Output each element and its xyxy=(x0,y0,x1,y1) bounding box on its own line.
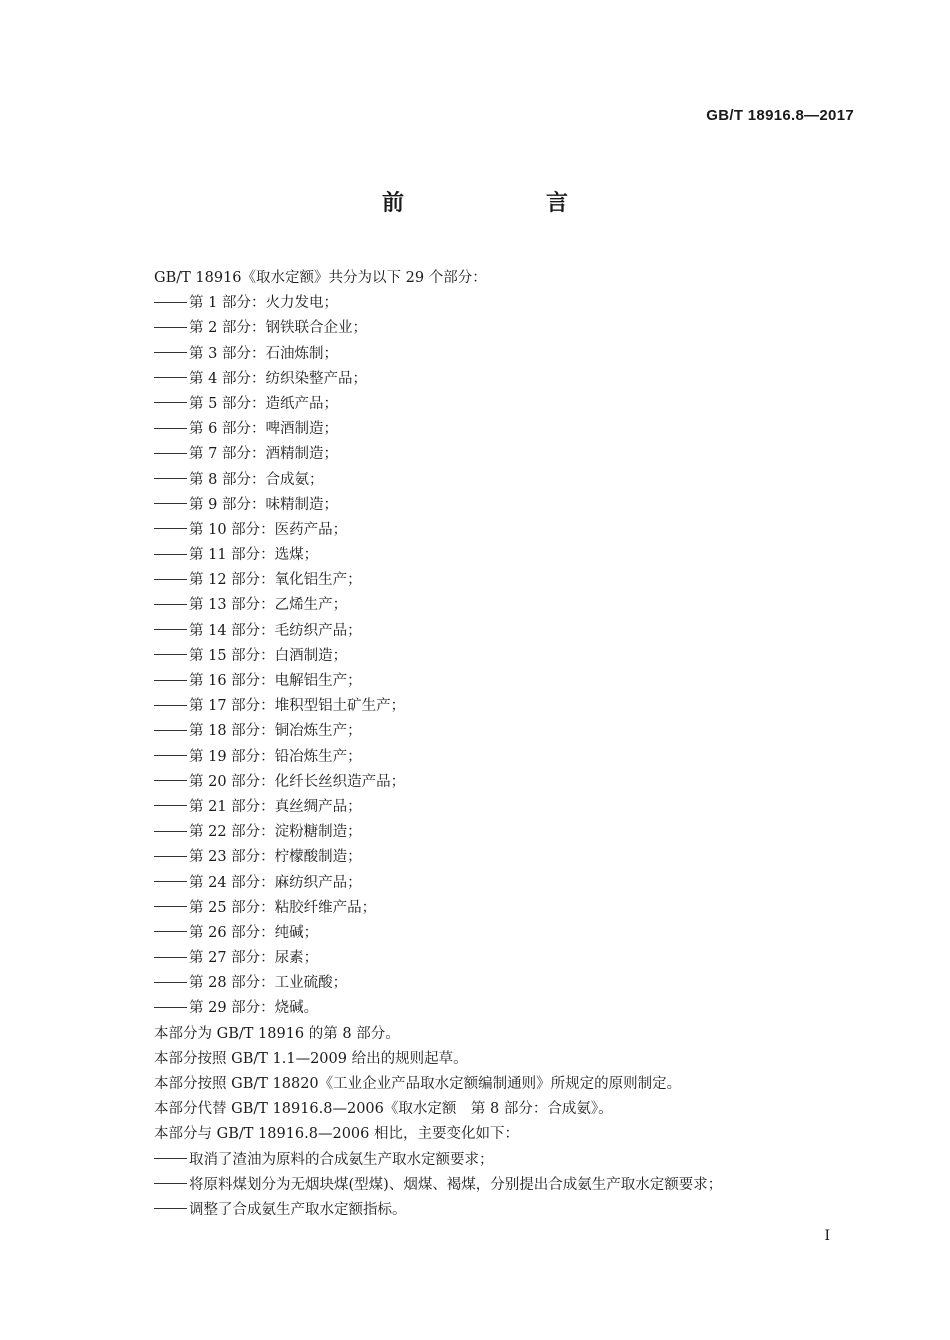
list-dash-marker xyxy=(154,528,187,529)
list-dash-marker xyxy=(154,377,187,378)
part-list-item xyxy=(154,745,854,770)
change-list-item xyxy=(154,1148,854,1173)
list-dash-marker xyxy=(154,604,187,605)
list-dash-marker xyxy=(154,478,187,479)
part-list-item xyxy=(154,367,854,392)
part-list-item xyxy=(154,468,854,493)
part-list-item-text: 第 3 部分：石油炼制； xyxy=(189,345,338,362)
list-dash-marker xyxy=(154,856,187,857)
page-title: 前 言 xyxy=(381,191,628,216)
change-list-item xyxy=(154,1198,854,1223)
part-list-item-text: 第 6 部分：啤酒制造； xyxy=(189,421,338,438)
part-list-item xyxy=(154,417,854,442)
list-dash-marker xyxy=(154,554,187,555)
list-dash-marker xyxy=(154,780,187,781)
part-list-item xyxy=(154,518,854,543)
list-dash-marker xyxy=(154,1007,187,1008)
part-list-item xyxy=(154,795,854,820)
page-number: I xyxy=(824,1228,830,1244)
list-dash-marker xyxy=(154,982,187,983)
list-dash-marker xyxy=(154,579,187,580)
part-list-item-text: 第 7 部分：酒精制造； xyxy=(189,446,338,463)
list-dash-marker xyxy=(154,1208,187,1209)
list-dash-marker xyxy=(154,881,187,882)
part-list-item-text: 第 15 部分：白酒制造； xyxy=(189,647,348,664)
list-dash-marker xyxy=(154,931,187,932)
part-list-item xyxy=(154,619,854,644)
part-list-item xyxy=(154,342,854,367)
part-list-item-text: 第 29 部分：烧碱。 xyxy=(189,1000,319,1017)
part-list-item xyxy=(154,442,854,467)
document-body xyxy=(154,266,854,1223)
part-list-item-text: 第 4 部分：纺织染整产品； xyxy=(189,370,367,387)
part-list-item-text: 第 10 部分：医药产品； xyxy=(189,521,348,538)
part-list-item-text: 第 11 部分：选煤； xyxy=(189,547,319,564)
parts-list xyxy=(154,291,854,1021)
part-list-item xyxy=(154,820,854,845)
part-list-item-text: 第 22 部分：淀粉糖制造； xyxy=(189,824,362,841)
part-list-item-text: 第 8 部分：合成氨； xyxy=(189,471,324,488)
change-list-item-text: 取消了渣油为原料的合成氨生产取水定额要求； xyxy=(189,1151,494,1168)
part-list-item xyxy=(154,871,854,896)
part-list-item xyxy=(154,770,854,795)
list-dash-marker xyxy=(154,705,187,706)
statement-line: 本部分为 GB/T 18916 的第 8 部分。 xyxy=(154,1025,400,1042)
part-list-item xyxy=(154,845,854,870)
statement-line: 本部分按照 GB/T 18820《工业企业产品取水定额编制通则》所规定的原则制定。 xyxy=(154,1076,682,1092)
part-list-item xyxy=(154,996,854,1021)
part-list-item-text: 第 23 部分：柠檬酸制造； xyxy=(189,849,362,866)
part-list-item-text: 第 27 部分：尿素； xyxy=(189,950,319,967)
part-list-item xyxy=(154,291,854,316)
list-dash-marker xyxy=(154,352,187,353)
part-list-item-text: 第 9 部分：味精制造； xyxy=(189,496,338,513)
list-dash-marker xyxy=(154,629,187,630)
change-list-item-text: 调整了合成氨生产取水定额指标。 xyxy=(189,1201,407,1218)
list-dash-marker xyxy=(154,906,187,907)
list-dash-marker xyxy=(154,1158,187,1159)
part-list-item xyxy=(154,694,854,719)
part-list-item-text: 第 25 部分：粘胶纤维产品； xyxy=(189,899,377,916)
part-list-item-text: 第 16 部分：电解铝生产； xyxy=(189,673,362,689)
document-code: GB/T 18916.8—2017 xyxy=(706,107,854,124)
part-list-item xyxy=(154,543,854,568)
change-list-item xyxy=(154,1173,854,1198)
part-list-item-text: 第 14 部分：毛纺织产品； xyxy=(189,622,362,639)
list-dash-marker xyxy=(154,302,187,303)
part-list-item-text: 第 2 部分：钢铁联合企业； xyxy=(189,320,367,337)
list-dash-marker xyxy=(154,730,187,731)
part-list-item-text: 第 12 部分：氧化铝生产； xyxy=(189,572,362,589)
part-list-item-text: 第 5 部分：造纸产品； xyxy=(189,395,338,412)
part-list-item xyxy=(154,921,854,946)
part-list-item xyxy=(154,593,854,618)
intro-text: GB/T 18916《取水定额》共分为以下 29 个部分： xyxy=(154,270,487,286)
part-list-item-text: 第 19 部分：铅冶炼生产； xyxy=(189,748,362,765)
statement-line: 本部分按照 GB/T 1.1—2009 给出的规则起草。 xyxy=(154,1050,468,1067)
list-dash-marker xyxy=(154,327,187,328)
changes-list xyxy=(154,1148,854,1224)
part-list-item xyxy=(154,896,854,921)
list-dash-marker xyxy=(154,1183,187,1184)
statement-line: 本部分与 GB/T 18916.8—2006 相比，主要变化如下： xyxy=(154,1126,519,1143)
part-list-item-text: 第 17 部分：堆积型铝土矿生产； xyxy=(189,698,406,715)
part-list-item-text: 第 24 部分：麻纺织产品； xyxy=(189,874,362,891)
part-list-item-text: 第 18 部分：铜冶炼生产； xyxy=(189,723,362,740)
list-dash-marker xyxy=(154,805,187,806)
part-list-item xyxy=(154,971,854,996)
part-list-item xyxy=(154,392,854,417)
part-list-item xyxy=(154,946,854,971)
list-dash-marker xyxy=(154,503,187,504)
part-list-item-text: 第 26 部分：纯碱； xyxy=(189,924,319,941)
part-list-item xyxy=(154,316,854,341)
part-list-item xyxy=(154,644,854,669)
part-list-item xyxy=(154,568,854,593)
list-dash-marker xyxy=(154,453,187,454)
part-list-item-text: 第 28 部分：工业硫酸； xyxy=(189,975,348,992)
part-list-item xyxy=(154,719,854,744)
statement-line: 本部分代替 GB/T 18916.8—2006《取水定额 第 8 部分：合成氨》。 xyxy=(154,1101,613,1118)
part-list-item xyxy=(154,669,854,694)
list-dash-marker xyxy=(154,654,187,655)
list-dash-marker xyxy=(154,428,187,429)
list-dash-marker xyxy=(154,755,187,756)
list-dash-marker xyxy=(154,680,187,681)
part-list-item xyxy=(154,493,854,518)
part-list-item-text: 第 1 部分：火力发电； xyxy=(189,295,338,312)
list-dash-marker xyxy=(154,402,187,403)
part-list-item-text: 第 20 部分：化纤长丝织造产品； xyxy=(189,773,406,790)
part-list-item-text: 第 21 部分：真丝绸产品； xyxy=(189,798,362,815)
list-dash-marker xyxy=(154,957,187,958)
change-list-item-text: 将原料煤划分为无烟块煤(型煤)、烟煤、褐煤，分别提出合成氨生产取水定额要求； xyxy=(189,1176,723,1193)
list-dash-marker xyxy=(154,831,187,832)
statements-list xyxy=(154,1022,854,1148)
part-list-item-text: 第 13 部分：乙烯生产； xyxy=(189,597,348,614)
